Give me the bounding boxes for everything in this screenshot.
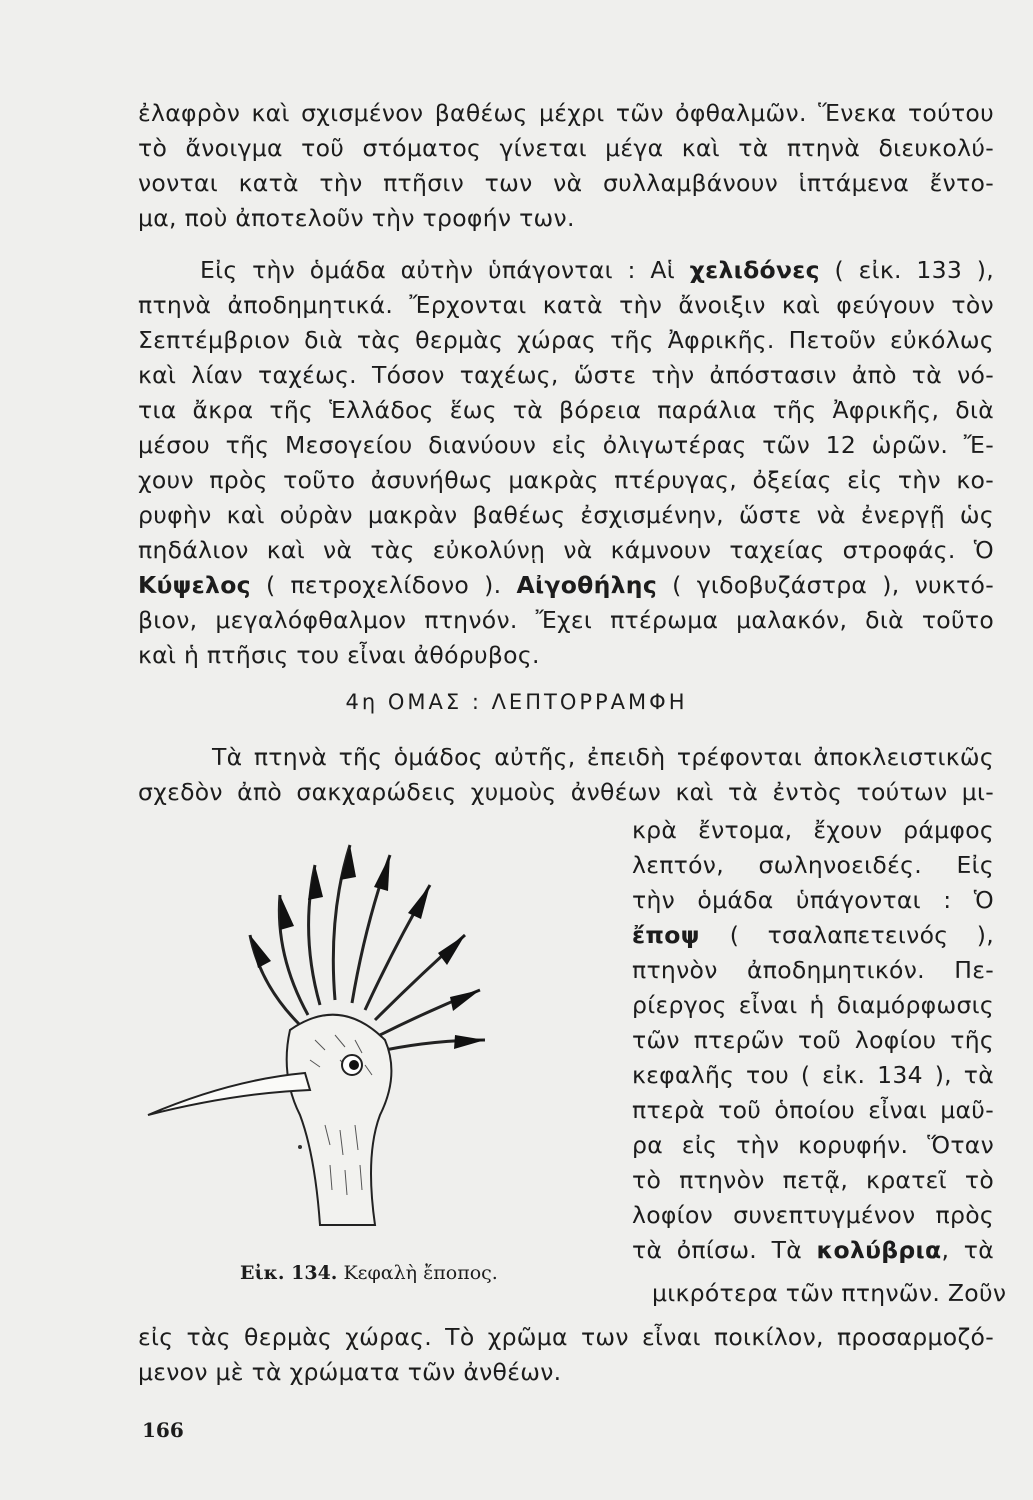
text-line: ἐλαφρὸν καὶ σχισμένον βαθέως μέχρι τῶν ὀφθαλμῶν. Ἕνεκα τούτου: [138, 99, 994, 127]
text-line: Τὰ πτηνὰ τῆς ὁμάδος αὐτῆς, ἐπειδὴ τρέφονται ἀποκλειστικῶς: [212, 743, 994, 771]
text-line: πτερὰ τοῦ ὁποίου εἶναι μαῦ-: [632, 1096, 994, 1124]
term-swift: Κύψελος: [138, 571, 251, 599]
text-line: μα, ποὺ ἀποτελοῦν τὴν τροφήν των.: [138, 204, 575, 232]
text-line: λοφίον συνεπτυγμένον πρὸς: [632, 1201, 994, 1229]
hoopoe-head-illustration: [140, 825, 520, 1245]
text-line: βιον, μεγαλόφθαλμον πτηνόν. Ἔχει πτέρωμα μαλακόν, διὰ τοῦτο: [138, 606, 994, 634]
figure-number: Εἰκ. 134.: [240, 1262, 338, 1284]
text-line: νονται κατὰ τὴν πτῆσιν των νὰ συλλαμβάνουν ἱπτάμενα ἔντο-: [138, 169, 994, 197]
page-number: 166: [142, 1418, 184, 1442]
text-line: κεφαλῆς του ( εἰκ. 134 ), τὰ: [632, 1061, 994, 1089]
text-line: πτηνὰ ἀποδημητικά. Ἔρχονται κατὰ τὴν ἄνοιξιν καὶ φεύγουν τὸν: [138, 291, 994, 319]
text-line: τὴν ὁμάδα ὑπάγονται : Ὁ: [632, 886, 994, 914]
figure-caption-text: Κεφαλὴ ἔποπος.: [343, 1262, 498, 1284]
text-line: χουν πρὸς τοῦτο ἀσυνήθως μακρὰς πτέρυγας, ὀξείας εἰς τὴν κο-: [138, 466, 994, 494]
text-line: τὸ ἄνοιγμα τοῦ στόματος γίνεται μέγα καὶ τὰ πτηνὰ διευκολύ-: [138, 134, 994, 162]
text-line: λεπτόν, σωληνοειδές. Εἰς: [632, 851, 994, 879]
figure-caption: [240, 1262, 498, 1284]
text-line: μέσου τῆς Μεσογείου διανύουν εἰς ὀλιγωτέρας τῶν 12 ὡρῶν. Ἔ-: [138, 431, 994, 459]
text-line: τὸ πτηνὸν πετᾷ, κρατεῖ τὸ: [632, 1166, 994, 1194]
text-line: ρα εἰς τὴν κορυφήν. Ὅταν: [632, 1131, 994, 1159]
term-hoopoe: ἔποψ: [632, 921, 700, 949]
text-line: εἰς τὰς θερμὰς χώρας. Τὸ χρῶμα των εἶναι ποικίλον, προσαρμοζό-: [138, 1323, 994, 1351]
term-hummingbirds: κολύβρια: [816, 1236, 942, 1264]
text-line: Κύψελος ( πετροχελίδονο ). Αἰγοθήλης ( γιδοβυζάστρα ), νυκτό-: [138, 571, 994, 599]
text-line: τια ἄκρα τῆς Ἑλλάδος ἕως τὰ βόρεια παράλια τῆς Ἀφρικῆς, διὰ: [138, 396, 994, 424]
term-nightjar: Αἰγοθήλης: [516, 571, 658, 599]
text-line: τῶν πτερῶν τοῦ λοφίου τῆς: [632, 1026, 994, 1054]
text-line: πηδάλιον καὶ νὰ τὰς εὐκολύνῃ νὰ κάμνουν ταχείας στροφάς. Ὁ: [138, 536, 994, 564]
text-line: Σεπτέμβριον διὰ τὰς θερμὰς χώρας τῆς Ἀφρικῆς. Πετοῦν εὐκόλως: [138, 326, 994, 354]
text-line: σχεδὸν ἀπὸ σακχαρώδεις χυμοὺς ἀνθέων καὶ τὰ ἐντὸς τούτων μι-: [138, 778, 994, 806]
text-line: καὶ ἡ πτῆσις του εἶναι ἀθόρυβος.: [138, 641, 540, 669]
text-line: καὶ λίαν ταχέως. Τόσον ταχέως, ὥστε τὴν ἀπόστασιν ἀπὸ τὰ νό-: [138, 361, 994, 389]
text-line: Εἰς τὴν ὁμάδα αὐτὴν ὑπάγονται : Αἱ χελιδόνες ( εἰκ. 133 ),: [200, 256, 994, 284]
text-line: ρυφὴν καὶ οὐρὰν μακρὰν βαθέως ἐσχισμένην, ὥστε νὰ ἐνεργῇ ὡς: [138, 501, 994, 529]
text-line: μενον μὲ τὰ χρώματα τῶν ἀνθέων.: [138, 1358, 562, 1386]
text-line: ρίεργος εἶναι ἡ διαμόρφωσις: [632, 991, 994, 1019]
text-line: ἔποψ ( τσαλαπετεινός ),: [632, 921, 994, 949]
section-heading: 4η ΟΜΑΣ : ΛΕΠΤΟΡΡΑΜΦΗ: [345, 690, 688, 714]
text-line: μικρότερα τῶν πτηνῶν. Ζοῦν: [652, 1279, 1007, 1307]
term-swallows: χελιδόνες: [689, 256, 820, 284]
text-line: κρὰ ἔντομα, ἔχουν ράμφος: [632, 816, 994, 844]
text-line: τὰ ὀπίσω. Τὰ κολύβρια, τὰ: [632, 1236, 994, 1264]
text-line: πτηνὸν ἀποδημητικόν. Πε-: [632, 956, 994, 984]
